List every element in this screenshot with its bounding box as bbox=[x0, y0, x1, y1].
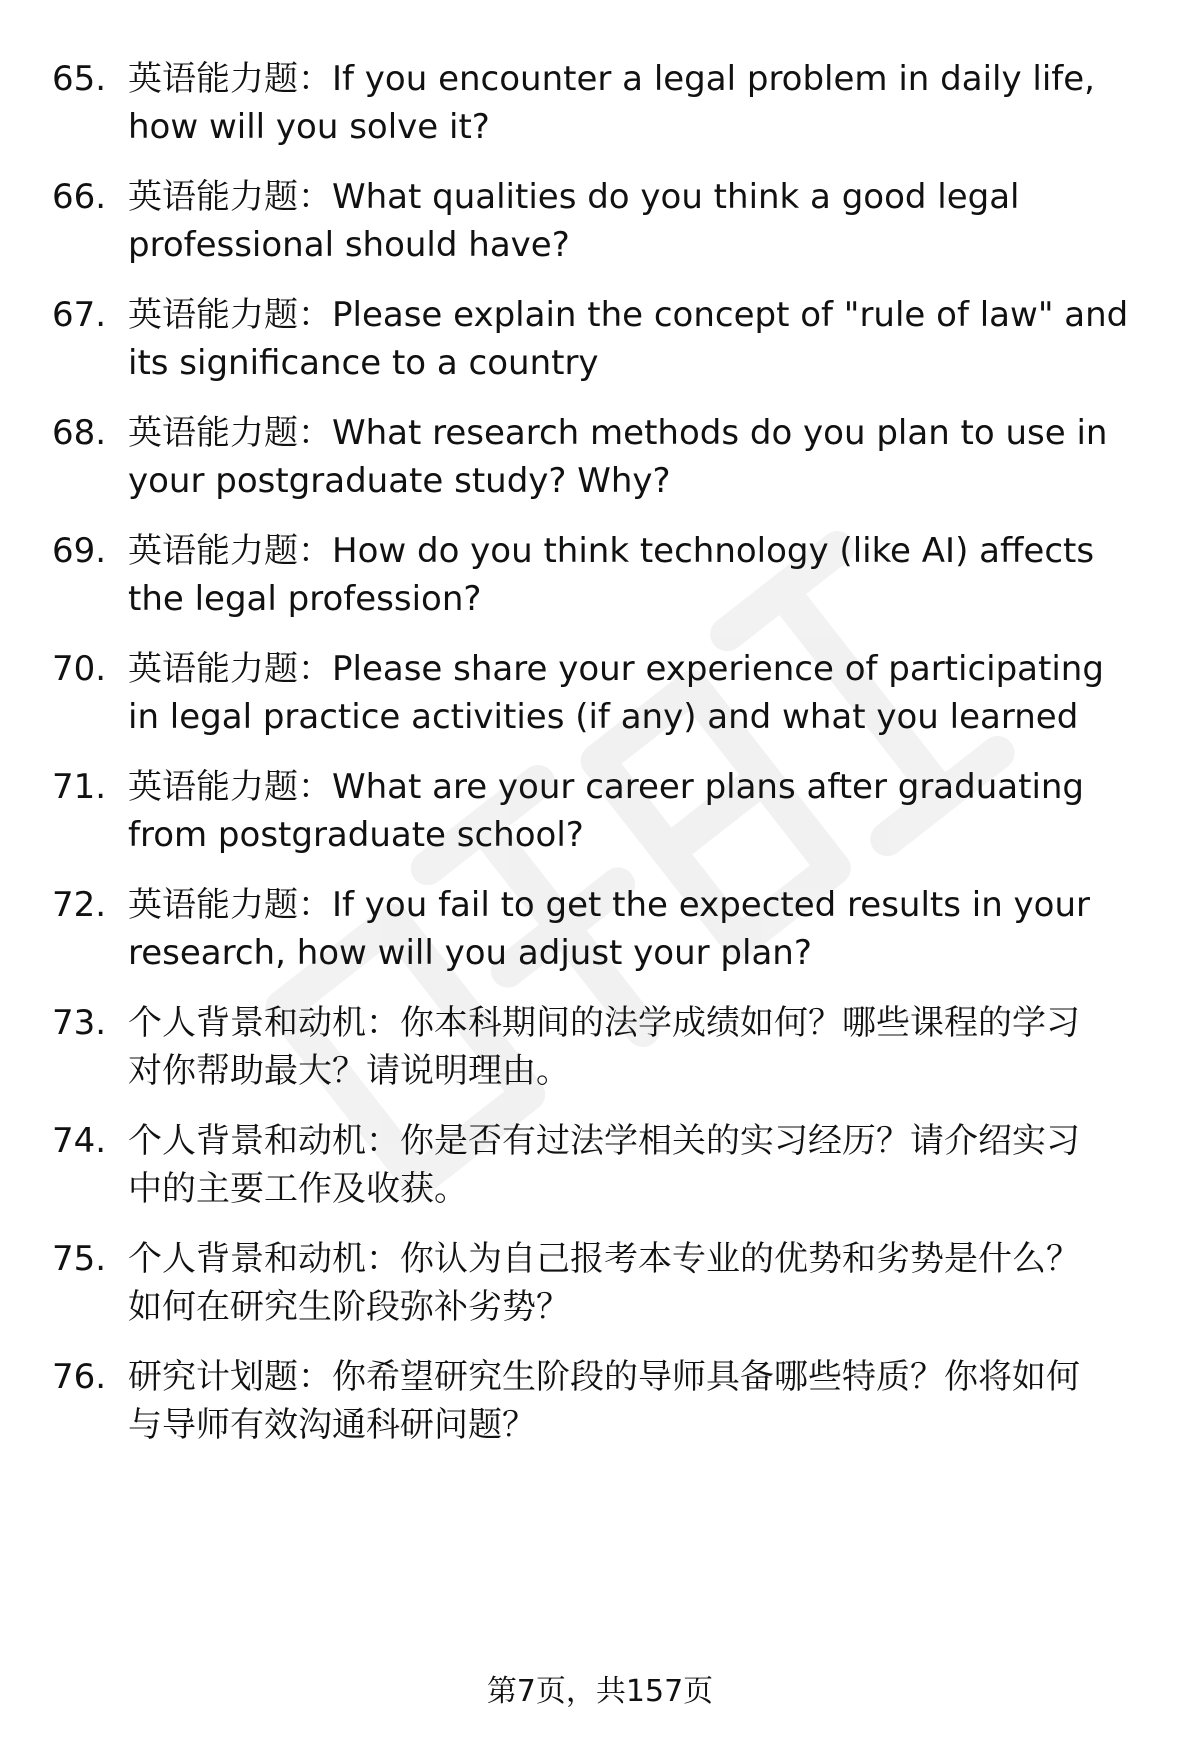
question-text-line: 英语能力题：Please explain the concept of "rule of law" and bbox=[128, 295, 1129, 335]
question-text-line: 英语能力题：How do you think technology (like AI) affects bbox=[128, 531, 1095, 571]
question-number: 66. bbox=[52, 177, 107, 217]
question-number: 73. bbox=[52, 1003, 107, 1043]
question-number: 65. bbox=[52, 59, 107, 99]
page-indicator: 第7页，共157页 bbox=[486, 1674, 714, 1709]
question-text-line: from postgraduate school? bbox=[128, 815, 584, 855]
question-text-line: 英语能力题：If you encounter a legal problem in daily life, bbox=[128, 59, 1095, 99]
question-text-line: 中的主要工作及收获。 bbox=[128, 1169, 468, 1209]
question-number: 69. bbox=[52, 531, 107, 571]
question-number: 76. bbox=[52, 1357, 107, 1397]
question-text-line: 英语能力题：What are your career plans after graduating bbox=[128, 767, 1085, 807]
question-text bbox=[128, 291, 1168, 387]
question-text bbox=[128, 763, 1168, 859]
question-text bbox=[128, 881, 1168, 977]
question-text bbox=[128, 645, 1168, 741]
question-text-line: 英语能力题：What research methods do you plan to use in bbox=[128, 413, 1108, 453]
question-text-line: 英语能力题：If you fail to get the expected results in your bbox=[128, 885, 1091, 925]
question-text-line: 英语能力题：Please share your experience of participating bbox=[128, 649, 1104, 689]
question-text-line: in legal practice activities (if any) and what you learned bbox=[128, 697, 1079, 737]
question-text-line: 个人背景和动机：你是否有过法学相关的实习经历？请介绍实习 bbox=[128, 1121, 1080, 1161]
question-text-line: how will you solve it? bbox=[128, 107, 490, 147]
question-text bbox=[128, 527, 1168, 623]
question-text bbox=[128, 1353, 1168, 1449]
question-number: 70. bbox=[52, 649, 107, 689]
question-number: 71. bbox=[52, 767, 107, 807]
question-number: 74. bbox=[52, 1121, 107, 1161]
question-text bbox=[128, 1235, 1168, 1331]
question-number: 72. bbox=[52, 885, 107, 925]
question-text-line: professional should have? bbox=[128, 225, 570, 265]
question-text-line: 个人背景和动机：你认为自己报考本专业的优势和劣势是什么？ bbox=[128, 1239, 1080, 1279]
question-text-line: its significance to a country bbox=[128, 343, 599, 383]
question-text-line: 对你帮助最大？请说明理由。 bbox=[128, 1051, 570, 1091]
question-text-line: 研究计划题：你希望研究生阶段的导师具备哪些特质？你将如何 bbox=[128, 1357, 1080, 1397]
question-text-line: 个人背景和动机：你本科期间的法学成绩如何？哪些课程的学习 bbox=[128, 1003, 1080, 1043]
question-text bbox=[128, 173, 1168, 269]
question-number: 68. bbox=[52, 413, 107, 453]
question-text-line: the legal profession? bbox=[128, 579, 482, 619]
question-text-line: 英语能力题：What qualities do you think a good legal bbox=[128, 177, 1020, 217]
question-number: 75. bbox=[52, 1239, 107, 1279]
question-text bbox=[128, 1117, 1168, 1213]
question-text-line: your postgraduate study? Why? bbox=[128, 461, 671, 501]
question-text-line: 与导师有效沟通科研问题？ bbox=[128, 1405, 536, 1445]
question-text-line: research, how will you adjust your plan? bbox=[128, 933, 812, 973]
question-text-line: 如何在研究生阶段弥补劣势？ bbox=[128, 1287, 570, 1327]
question-text bbox=[128, 999, 1168, 1095]
question-number: 67. bbox=[52, 295, 107, 335]
question-text bbox=[128, 409, 1168, 505]
question-text bbox=[128, 55, 1168, 151]
